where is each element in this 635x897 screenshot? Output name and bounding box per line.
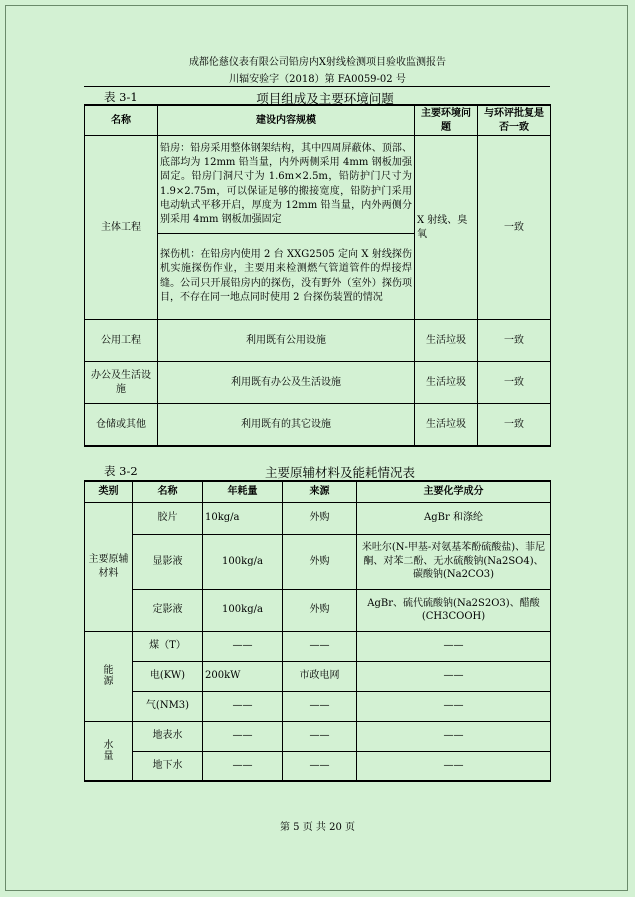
chemical-composition: AgBr、硫代硫酸钠(Na2S2O3)、醋酸(CH3COOH)	[357, 589, 551, 631]
header-rule	[84, 86, 550, 87]
page-number: 第 5 页 共 20 页	[280, 822, 355, 833]
item-name: 电(KW)	[133, 661, 203, 691]
environment-issue: 生活垃圾	[415, 362, 478, 404]
source: 外购	[283, 534, 357, 589]
table-row	[85, 502, 551, 534]
report-number: 川辐安验字（2018）第 FA0059-02 号	[229, 74, 406, 85]
category-label	[85, 721, 133, 781]
table-row	[85, 661, 551, 691]
row-name: 主体工程	[85, 136, 158, 320]
source: 外购	[283, 589, 357, 631]
header-cell: 来源	[283, 481, 357, 502]
annual-consumption: 200kW	[203, 661, 283, 691]
table-row	[85, 136, 551, 234]
flaw-detector-description: 探伤机：在铅房内使用 2 台 XXG2505 定向 X 射线探伤机实施探伤作业，主要用来检测燃气管道管件的焊接焊缝。公司只开展铅房内的探伤，没有野外（室外）探伤项目，不存在同一地点同时使用 2 台探伤装置的情况	[158, 234, 415, 320]
lead-room-description: 铅房：铅房采用整体钢架结构，其中四周屏蔽体、顶部、底部均为 12mm 铅当量，内外两侧采用 4mm 钢板加强固定。铅房门洞尺寸为 1.6m×2.5m，铅防护门尺寸为 1.9×2.75m，可以保证足够的搬接宽度，铅防护门采用电动轨式平移开启，厚度为 12mm 铅当量，内外两侧分别采用 4mm 钢板加强固定	[158, 136, 415, 234]
annual-consumption: ——	[203, 721, 283, 751]
source: ——	[283, 721, 357, 751]
item-name: 地下水	[133, 751, 203, 781]
header-cell: 主要环境问题	[415, 105, 478, 136]
header-cell: 类别	[85, 481, 133, 502]
table1-title: 项目组成及主要环境问题	[256, 91, 394, 106]
chemical-composition: 米吐尔(N-甲基-对氨基苯酚硫酸盐)、菲尼酮、对苯二酚、无水硫酸钠(Na2SO4)、碳酸钠(Na2CO3)	[357, 534, 551, 589]
row-name: 办公及生活设施	[85, 362, 158, 404]
energy-label: 能源	[103, 665, 114, 687]
consistency: 一致	[478, 136, 551, 320]
item-name: 显影液	[133, 534, 203, 589]
consistency: 一致	[478, 320, 551, 362]
table2-title: 主要原辅材料及能耗情况表	[264, 465, 415, 480]
source: ——	[283, 751, 357, 781]
annual-consumption: ——	[203, 751, 283, 781]
annual-consumption: 100kg/a	[203, 589, 283, 631]
table1-caption: 表 3-1	[104, 90, 138, 104]
header-cell: 年耗量	[203, 481, 283, 502]
header-cell: 名称	[133, 481, 203, 502]
table-row	[85, 751, 551, 781]
row-content: 利用既有的其它设施	[158, 404, 415, 446]
item-name: 胶片	[133, 502, 203, 534]
source: ——	[283, 631, 357, 661]
row-content: 利用既有公用设施	[158, 320, 415, 362]
chemical-composition: ——	[357, 631, 551, 661]
source: 外购	[283, 502, 357, 534]
header-cell: 主要化学成分	[357, 481, 551, 502]
category-label: 主要原辅材料	[85, 502, 133, 631]
chemical-composition: AgBr 和涤纶	[357, 502, 551, 534]
annual-consumption: ——	[203, 631, 283, 661]
water-label: 水量	[103, 739, 114, 762]
table-row	[85, 631, 551, 661]
table-row	[85, 362, 551, 404]
consistency: 一致	[478, 404, 551, 446]
source: 市政电网	[283, 661, 357, 691]
table-row	[85, 691, 551, 721]
consistency: 一致	[478, 362, 551, 404]
table-header-row	[85, 105, 551, 136]
chemical-composition: ——	[357, 691, 551, 721]
annual-consumption: 100kg/a	[203, 534, 283, 589]
annual-consumption: 10kg/a	[203, 502, 283, 534]
table-header-row	[85, 481, 551, 502]
table-row	[85, 404, 551, 446]
chemical-composition: ——	[357, 661, 551, 691]
row-content: 利用既有办公及生活设施	[158, 362, 415, 404]
chemical-composition: ——	[357, 751, 551, 781]
row-name: 仓储或其他	[85, 404, 158, 446]
category-label	[85, 631, 133, 721]
header-cell: 建设内容规模	[158, 105, 415, 136]
item-name: 地表水	[133, 721, 203, 751]
environment-issue: 生活垃圾	[415, 404, 478, 446]
table2-caption: 表 3-2	[104, 464, 138, 478]
report-title: 成都伦慈仪表有限公司铅房内X射线检测项目验收监测报告	[188, 57, 447, 68]
source: ——	[283, 691, 357, 721]
environment-issue: X 射线、臭氧	[415, 136, 478, 320]
table-row	[85, 320, 551, 362]
header-cell: 名称	[85, 105, 158, 136]
table-row	[85, 534, 551, 589]
item-name: 气(NM3)	[133, 691, 203, 721]
row-name: 公用工程	[85, 320, 158, 362]
header-cell: 与环评批复是否一致	[478, 105, 551, 136]
item-name: 煤（T）	[133, 631, 203, 661]
table-row	[85, 589, 551, 631]
item-name: 定影液	[133, 589, 203, 631]
materials-energy-table	[84, 480, 551, 782]
annual-consumption: ——	[203, 691, 283, 721]
table-row	[85, 721, 551, 751]
project-composition-table	[84, 104, 551, 447]
chemical-composition: ——	[357, 721, 551, 751]
environment-issue: 生活垃圾	[415, 320, 478, 362]
